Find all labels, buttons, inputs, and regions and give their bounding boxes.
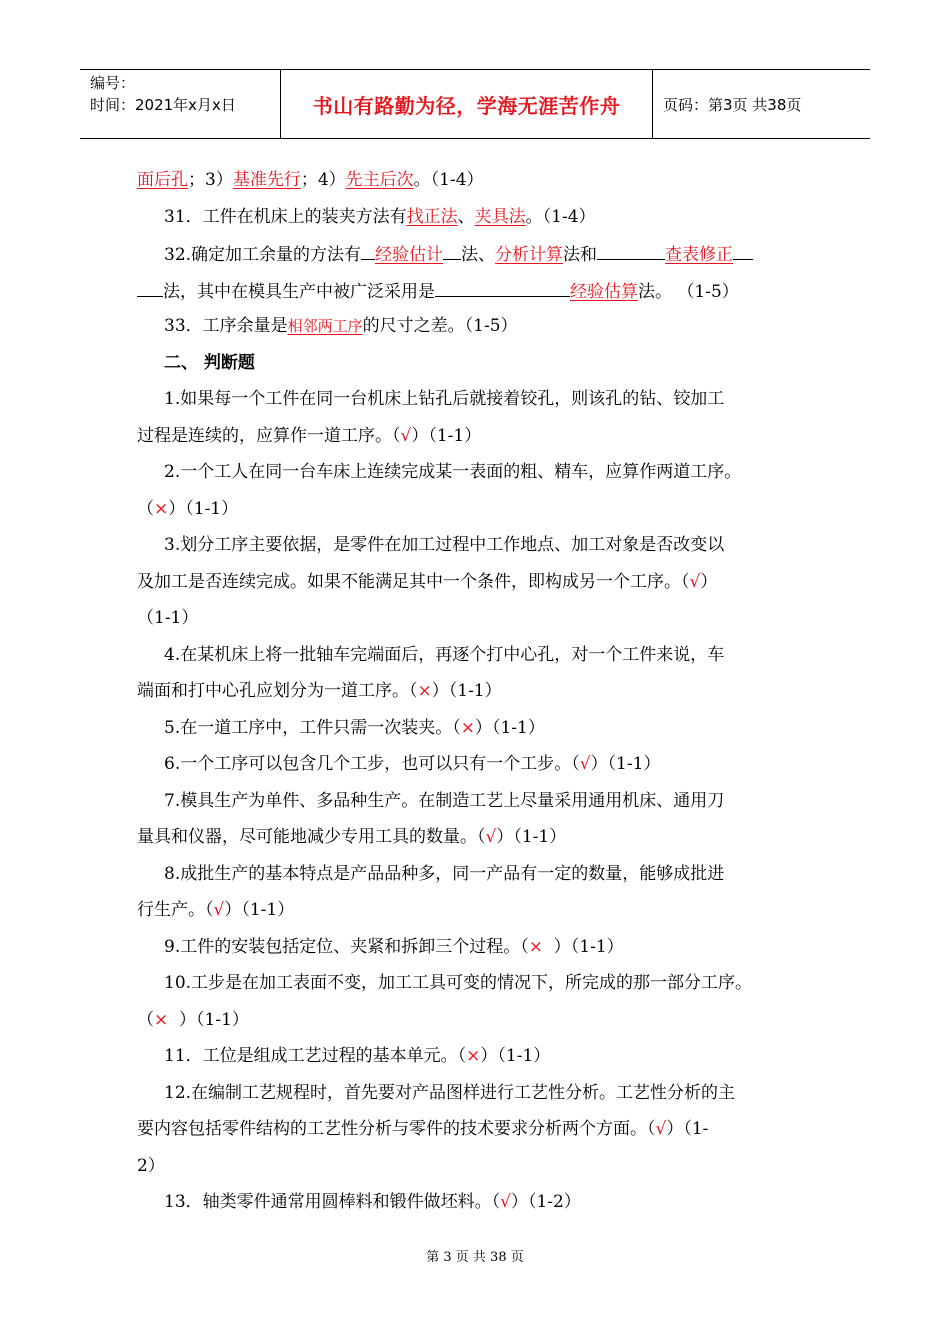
tf-question-10: 10.工步是在加工表面不变，加工工具可变的情况下，所完成的那一部分工序。 xyxy=(164,973,753,993)
tf-question-1: 1.如果每一个工件在同一台机床上钻孔后就接着铰孔，则该孔的钻、铰加工 xyxy=(164,389,725,409)
text: ）（1-1） xyxy=(431,681,502,701)
answer: 分析计算 xyxy=(495,245,564,265)
text: 要内容包括零件结构的工艺性分析与零件的技术要求分析两个方面。（ xyxy=(137,1119,656,1139)
answer: 经验估计 xyxy=(375,245,444,265)
text: ）（1-1） xyxy=(168,1009,249,1030)
text: ）（1-1） xyxy=(168,498,239,519)
text: 。（1-4） xyxy=(413,170,484,190)
question-32-cont xyxy=(137,276,827,313)
tf-question-7-cont xyxy=(137,823,827,860)
tf-question-8-cont xyxy=(137,896,827,933)
header-page-cell xyxy=(653,70,870,138)
check-mark: √ xyxy=(500,1192,511,1212)
tf-question-10-cont xyxy=(137,1006,827,1043)
answer: 找正法 xyxy=(406,206,458,227)
answer: 基准先行 xyxy=(232,170,301,190)
cross-mark: × xyxy=(154,1009,169,1030)
tf-question-12: 12.在编制工艺规程时，首先要对产品图样进行工艺性分析。工艺性分析的主 xyxy=(164,1082,736,1103)
check-mark: √ xyxy=(579,754,591,774)
cross-mark: × xyxy=(460,717,475,738)
check-mark: √ xyxy=(655,1119,667,1139)
text: ）（1-1） xyxy=(480,1046,551,1066)
text: （ xyxy=(137,1009,154,1030)
question-31 xyxy=(137,203,827,240)
text: 。（1-4） xyxy=(525,206,596,227)
text: ） xyxy=(700,571,718,592)
text: 11．工位是组成工艺过程的基本单元。（ xyxy=(164,1046,467,1066)
question-32 xyxy=(137,239,827,276)
text: ）（1-1） xyxy=(474,717,545,738)
tf-question-4: 4.在某机床上将一批轴车完端面后，再逐个打中心孔，对一个工件来说，车 xyxy=(164,644,725,665)
text: ；4） xyxy=(300,170,346,190)
tf-question-2: 2.一个工人在同一台车床上连续完成某一表面的粗、精车，应算作两道工序。 xyxy=(164,462,742,482)
check-mark: √ xyxy=(400,425,412,446)
tf-question-7: 7.模具生产为单件、多品种生产。在制造工艺上尽量采用通用机床、通用刀 xyxy=(164,790,725,811)
blank xyxy=(361,239,375,260)
text: 行生产。（ xyxy=(137,900,214,920)
header-meta xyxy=(80,70,281,138)
text: （ xyxy=(137,498,154,519)
text: 法和 xyxy=(563,245,598,265)
text: ）（1-1） xyxy=(411,425,482,446)
text: ）（1-1） xyxy=(496,827,567,847)
check-mark: √ xyxy=(213,900,225,920)
tf-question-3: 3.划分工序主要依据，是零件在加工过程中工作地点、加工对象是否改变以 xyxy=(164,535,725,555)
header-motto-cell xyxy=(281,70,653,138)
tf-question-8: 8.成批生产的基本特点是产品品种多，同一产品有一定的数量，能够成批进 xyxy=(164,863,725,884)
cross-mark: × xyxy=(528,936,543,957)
text: 、 xyxy=(457,206,475,227)
page-footer: 第 3 页 共 38 页 xyxy=(426,1250,524,1265)
question-33 xyxy=(137,312,827,349)
text: 13．轴类零件通常用圆棒料和锻件做坯料。（ xyxy=(164,1192,501,1212)
tf-question-3-cont xyxy=(137,568,827,605)
text: ）（1-1） xyxy=(542,936,624,957)
text: 的尺寸之差。（1-5） xyxy=(362,316,518,336)
tf-question-1-cont xyxy=(137,422,827,459)
text: 9.工件的安装包括定位、夹紧和拆卸三个过程。（ xyxy=(164,936,529,957)
cross-mark: × xyxy=(154,498,169,519)
text: 法。 （1-5） xyxy=(638,281,739,302)
document-body xyxy=(137,166,827,1225)
tf-question-13 xyxy=(137,1188,827,1225)
blank xyxy=(443,239,461,260)
tf-question-2-cont xyxy=(137,495,827,532)
answer: 先主后次 xyxy=(345,170,414,190)
text: 31．工件在机床上的装夹方法有 xyxy=(164,206,407,227)
blank xyxy=(137,276,163,297)
tf-question-9 xyxy=(137,933,827,970)
answer: 面后孔 xyxy=(137,170,188,190)
blank xyxy=(435,276,570,297)
blank xyxy=(597,239,665,260)
text: 法，其中在模具生产中被广泛采用是 xyxy=(163,281,435,302)
text: ）（1- xyxy=(666,1119,709,1139)
section-title: 二、 判断题 xyxy=(164,352,255,373)
tf-question-5 xyxy=(137,714,827,751)
text: 端面和打中心孔应划分为一道工序。（ xyxy=(137,681,418,701)
answer: 经验估算 xyxy=(570,281,638,302)
text: ）（1-1） xyxy=(590,754,661,774)
text-line-continuation xyxy=(137,166,827,203)
tf-question-3-ref: （1-1） xyxy=(137,608,199,628)
tf-question-11 xyxy=(137,1042,827,1079)
check-mark: √ xyxy=(689,571,701,592)
text: 法、 xyxy=(461,245,496,265)
text: 32.确定加工余量的方法有 xyxy=(164,245,362,265)
doc-code-label: 编号： xyxy=(90,74,136,92)
text: 及加工是否连续完成。如果不能满足其中一个条件，即构成另一个工序。（ xyxy=(137,571,690,592)
text: ）（1-1） xyxy=(224,900,295,920)
answer: 相邻两工序 xyxy=(287,317,363,335)
tf-question-12-ref: 2） xyxy=(137,1155,165,1176)
text: ；3） xyxy=(188,170,233,190)
text: 量具和仪器，尽可能地减少专用工具的数量。（ xyxy=(137,827,486,847)
text: ）（1-2） xyxy=(510,1192,581,1212)
text: 33．工序余量是 xyxy=(164,316,288,336)
doc-time-label: 时间：2021年x月x日 xyxy=(90,96,236,114)
tf-question-6 xyxy=(137,750,827,787)
page-header xyxy=(80,69,870,139)
check-mark: √ xyxy=(485,827,497,847)
blank xyxy=(733,239,753,260)
tf-question-4-cont xyxy=(137,677,827,714)
answer: 查表修正 xyxy=(665,245,734,265)
text: 过程是连续的，应算作一道工序。（ xyxy=(137,425,401,446)
answer: 夹具法 xyxy=(474,206,526,227)
text: 6.一个工序可以包含几个工步，也可以只有一个工步。（ xyxy=(164,754,580,774)
tf-question-12-cont xyxy=(137,1115,827,1152)
cross-mark: × xyxy=(417,681,432,701)
header-page-info: 页码：第3页 共38页 xyxy=(663,95,802,114)
cross-mark: × xyxy=(466,1046,481,1066)
text: 5.在一道工序中，工件只需一次装夹。（ xyxy=(164,717,461,738)
header-motto: 书山有路勤为径，学海无涯苦作舟 xyxy=(312,93,621,118)
